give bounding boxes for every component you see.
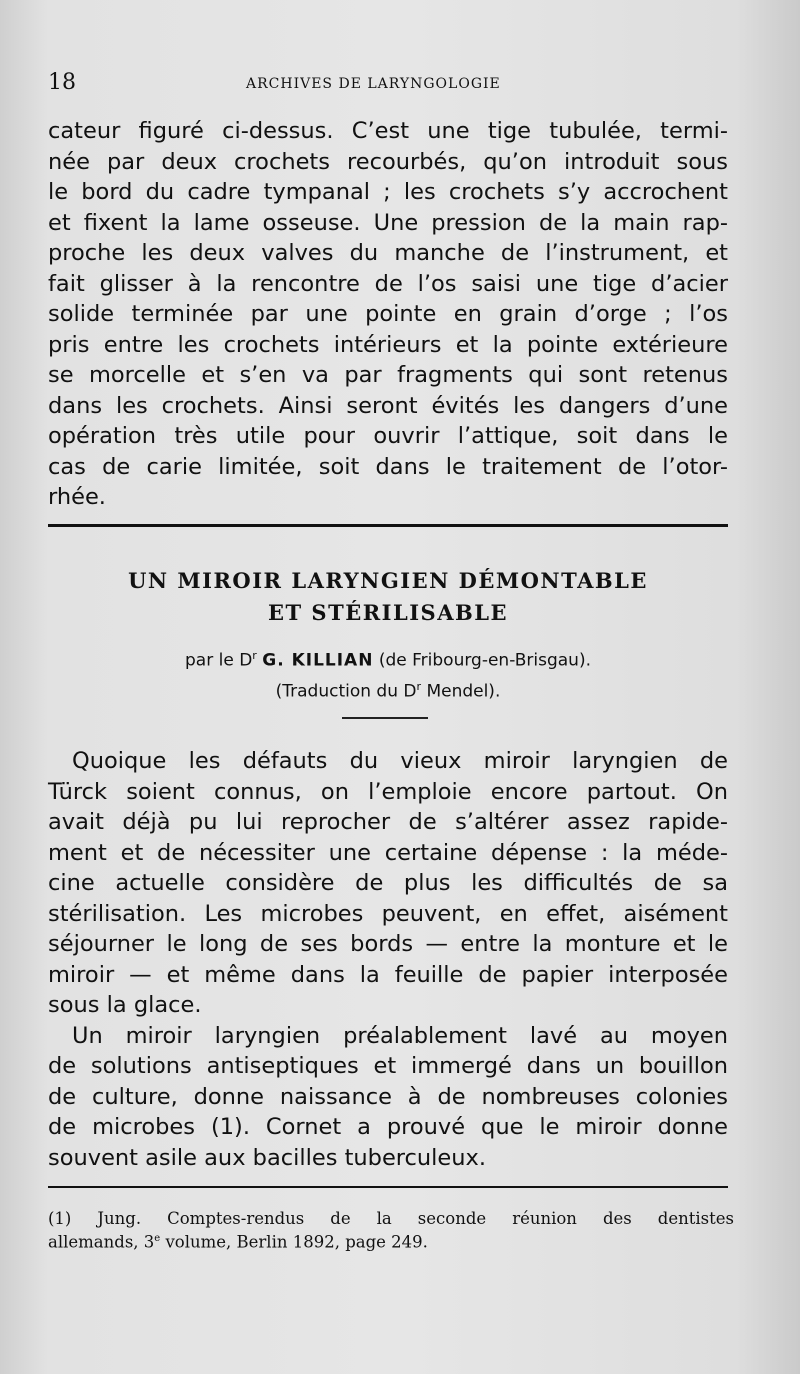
author-affiliation: (de Fribourg-en-Brisgau). (378, 650, 591, 671)
text-line: proche les deux valves du manche de l’instrument, et (48, 240, 728, 266)
text-line: souvent asile aux bacilles tuberculeux. (48, 1144, 486, 1171)
text-line: solide terminée par une pointe en grain d’orge ; l’os (48, 301, 728, 327)
text-line: pris entre les crochets intérieurs et la pointe extérieure (48, 331, 728, 358)
running-head (48, 70, 728, 100)
text-line: cateur figuré ci-dessus. C’est une tige tubulée, termi- (48, 118, 728, 144)
text-line: stérilisation. Les microbes peuvent, en effet, aisément (48, 900, 728, 927)
text-line: cine actuelle considère de plus les difficultés de sa (48, 870, 728, 896)
text-line: née par deux crochets recourbés, qu’on introduit sous (48, 148, 728, 175)
text-line: dans les crochets. Ainsi seront évités les dangers d’une (48, 392, 728, 419)
text-line: Quoique les défauts du vieux miroir laryngien de (72, 748, 728, 774)
article-title-line-2: ET STÉRILISABLE (267, 600, 509, 625)
author-name: G. KILLIAN (262, 650, 374, 671)
translation-prefix: (Traduction du D (275, 681, 417, 702)
footnote-divider (48, 1186, 728, 1188)
translator-name: Mendel). (426, 681, 501, 702)
text-line: le bord du cadre tympanal ; les crochets s’y accrochent (48, 179, 728, 205)
text-line: séjourner le long de ses bords — entre la monture et le (48, 931, 728, 957)
text-line: avait déjà pu lui reprocher de s’altérer assez rapide- (48, 809, 728, 835)
footnote-text: volume, Berlin 1892, page 249. (160, 1232, 428, 1252)
title-underline-rule (342, 717, 428, 719)
text-line: Türck soient connus, on l’emploie encore partout. On (48, 778, 728, 805)
text-line: Un miroir laryngien préalablement lavé au moyen (72, 1022, 728, 1049)
footnote (48, 1209, 734, 1253)
text-line: ment et de nécessiter une certaine dépense : la méde- (48, 839, 728, 866)
section-divider (48, 524, 728, 527)
translator-credit (48, 673, 728, 706)
article-body (48, 746, 728, 1173)
text-line: miroir — et même dans la feuille de papier interposée (48, 961, 728, 988)
footnote-line (48, 1229, 734, 1253)
text-line: se morcelle et s’en va par fragments qui sont retenus (48, 362, 728, 388)
text-line: de culture, donne naissance à de nombreuses colonies (48, 1083, 728, 1110)
footnote-text: allemands, 3 (48, 1232, 155, 1252)
text-line: fait glisser à la rencontre de l’os saisi une tige d’acier (48, 270, 728, 297)
text-line: rhée. (48, 484, 106, 510)
page-number: 18 (48, 70, 76, 95)
text-line: de microbes (1). Cornet a prouvé que le miroir donne (48, 1114, 728, 1140)
footnote-line: (1) Jung. Comptes-rendus de la seconde réunion des dentistes (48, 1209, 734, 1228)
translation-superscript: r (416, 680, 422, 693)
text-line: et fixent la lame osseuse. Une pression de la main rap- (48, 209, 728, 236)
footnote-superscript: e (154, 1233, 161, 1244)
journal-title: ARCHIVES DE LARYNGOLOGIE (246, 76, 501, 92)
text-line: cas de carie limitée, soit dans le traitement de l’otor- (48, 453, 728, 480)
author-byline (48, 642, 728, 675)
text-line: de solutions antiseptiques et immergé dans un bouillon (48, 1053, 728, 1079)
text-line: opération très utile pour ouvrir l’attique, soit dans le (48, 423, 728, 449)
byline-prefix: par le D (185, 650, 253, 671)
article-title-line-1: UN MIROIR LARYNGIEN DÉMONTABLE (128, 568, 648, 593)
byline-superscript: r (252, 649, 257, 662)
text-line: sous la glace. (48, 992, 202, 1018)
continued-paragraph (48, 116, 728, 513)
